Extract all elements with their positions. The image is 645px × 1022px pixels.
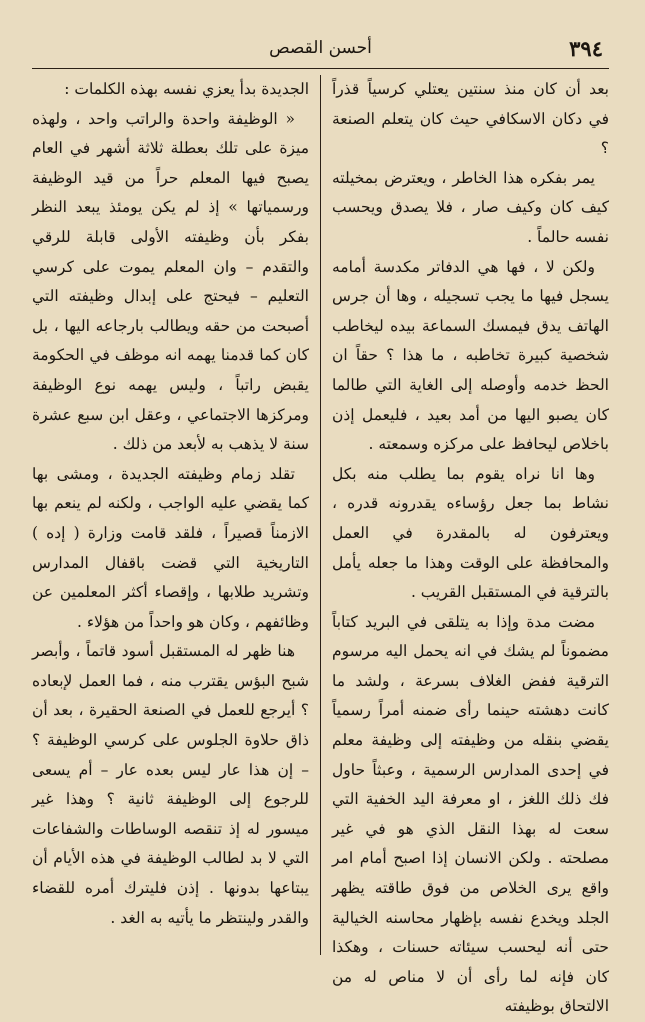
page-number: ٣٩٤ <box>569 36 603 61</box>
column-divider <box>320 75 321 955</box>
paragraph: ولكن لا ، فها هي الدفاتر مكدسة أمامه يسجل فيها ما يجب تسجيله ، وها أن جرس الهاتف يدق فيمسك السماعة بيده ليخاطب شخصية كبيرة تخاطبه ، ما هذا ؟ حقاً ان الحظ خدمه وأوصله إلى الغاية التي طالما كان يصبو اليها من أمد بعيد ، فليعمل إذن باخلاص ليحافظ على مركزه وسمعته . <box>332 257 609 454</box>
paragraph: هنا ظهر له المستقبل أسود قاتماً ، وأبصر شبح البؤس يقترب منه ، فما العمل لإبعاده ؟ أيرجع للعمل في الصنعة الحقيرة ، بعد أن ذاق حلاوة الجلوس على كرسي الوظيفة ؟ – إن هذا عار ليس بعده عار – أم يسعى للرجوع إلى الوظيفة ثانية ؟ وهذا غير ميسور له إذ تنقصه الوساطات والشفاعات التي لا بد لطالب الوظيفة في هذه الأيام أن يبتاعها بدونها . إذن فليترك أمره للقضاء والقدر ولينتظر ما يأتيه به الغد . <box>32 642 309 927</box>
left-column <box>32 75 317 955</box>
paragraph: الجديدة بدأ يعزي نفسه بهذه الكلمات : <box>64 80 309 98</box>
page-header <box>32 30 609 66</box>
paragraph: بعد أن كان منذ سنتين يعتلي كرسياً قذراً في دكان الاسكافي حيث كان يتعلم الصنعة ؟ <box>332 80 609 158</box>
paragraph: وها انا نراه يقوم بما يطلب منه بكل نشاط بما جعل رؤساءه يقدرونه قدره ، ويعترفون له بالمقدرة في العمل والمحافظة على الوقت وهذا ما جعله يأمل بالترقية في المستقبل القريب . <box>332 464 609 602</box>
paragraph: تقلد زمام وظيفته الجديدة ، ومشى بها كما يقضي عليه الواجب ، ولكنه لم ينعم بها الازمناً قصيراً ، فلقد قامت وزارة ( إده ) التاريخية التي قضت باقفال المدارس وتشريد طلابها ، وإقصاء أكثر المعلمين عن وظائفهم ، وكان هو واحداً من هؤلاء . <box>32 464 309 631</box>
header-rule <box>32 68 609 69</box>
paragraph: يمر بفكره هذا الخاطر ، ويعترض بمخيلته كيف كان وكيف صار ، فلا يصدق ويحسب نفسه حالماً . <box>332 168 609 246</box>
running-title: أحسن القصص <box>269 38 372 58</box>
paragraph: « الوظيفة واحدة والراتب واحد ، ولهذه ميزة على تلك بعطلة ثلاثة أشهر في العام يصبح فيها المعلم حراً من قيد الوظيفة ورسمياتها » إذ لم يكن يومئذ يبعد النظر بفكر بأن وظيفته الأولى قابلة للرقي والتقدم – وان المعلم يموت على كرسي التعليم – فيحتج على إبدال وظيفته التي أصبحت من حقه ويطالب بارجاعه اليها ، بل كان كما قدمنا يهمه انه موظف في الحكومة يقبض راتباً ، وليس يهمه نوع الوظيفة ومركزها الاجتماعي ، وعقل ابن سبع عشرة سنة لا يذهب به لأبعد من ذلك . <box>32 109 309 454</box>
right-column <box>324 75 609 1016</box>
paragraph: مضت مدة وإذا به يتلقى في البريد كتاباً مضموناً لم يشك في انه يحمل اليه مرسوم الترقية ففض الغلاف بسرعة ، ولشد ما كانت دهشته حينما رأى ضمنه أمراً رسمياً يقضي بنقله من وظيفته إلى وظيفة معلم في إحدى المدارس الرسمية ، وعبثاً حاول فك ذلك اللغز ، او معرفة اليد الخفية التي سعت له بهذا النقل الذي هو في غير مصلحته . ولكن الانسان إذا اصبح أمام امر واقع يرى الخلاص من فوق طاقته يظهر الجلد ويخدع نفسه بإظهار محاسنه الخيالية حتى أنه ليحسب سيئاته حسنات ، وهكذا كان فإنه لما رأى أن لا مناص له من الالتحاق بوظيفته <box>332 612 609 1016</box>
text-columns <box>32 75 609 1016</box>
